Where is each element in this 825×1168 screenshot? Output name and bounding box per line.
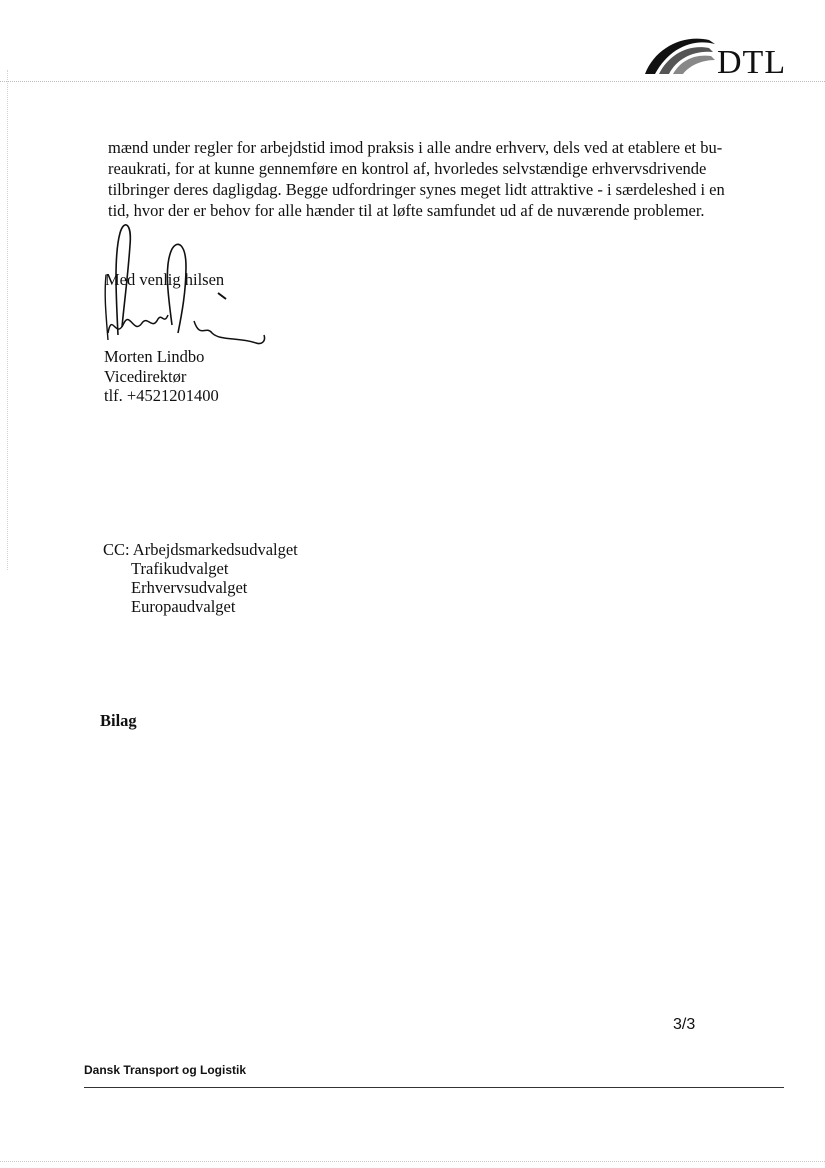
handwritten-signature bbox=[98, 215, 273, 355]
page-number: 3/3 bbox=[673, 1016, 696, 1033]
header-rule bbox=[0, 81, 825, 82]
body-line: tid, hvor der er behov for alle hænder til at løfte samfundet ud af de nuværende problemer. bbox=[108, 201, 705, 220]
scan-edge-bottom bbox=[0, 1161, 825, 1162]
cc-label: CC: Arbejdsmarkedsudvalget bbox=[103, 540, 298, 559]
dtl-logo bbox=[643, 30, 803, 82]
closing-salutation: Med venlig hilsen bbox=[105, 270, 225, 289]
body-paragraph bbox=[108, 137, 748, 221]
cc-recipient: Europaudvalget bbox=[131, 597, 236, 616]
cc-recipient: Trafikudvalget bbox=[131, 559, 229, 578]
body-line: reaukrati, for at kunne gennemføre en kontrol af, hvorledes selvstændige erhvervsdrivende bbox=[108, 159, 707, 178]
dtl-logo-mark-icon bbox=[643, 30, 723, 82]
signer-phone: tlf. +4521201400 bbox=[104, 386, 219, 405]
cc-block bbox=[103, 540, 298, 616]
signer-block bbox=[104, 347, 219, 406]
signer-name: Morten Lindbo bbox=[104, 347, 205, 366]
dtl-logo-text: DTL bbox=[717, 44, 787, 81]
scan-edge-left bbox=[7, 70, 8, 570]
body-line: tilbringer deres dagligdag. Begge udfordringer synes meget lidt attraktive - i særdeleshed i en bbox=[108, 180, 725, 199]
footer-company-name: Dansk Transport og Logistik bbox=[84, 1063, 247, 1077]
body-line: mænd under regler for arbejdstid imod praksis i alle andre erhverv, dels ved at etablere et bu- bbox=[108, 138, 723, 157]
attachments-heading: Bilag bbox=[100, 711, 137, 730]
signer-title: Vicedirektør bbox=[104, 366, 187, 386]
footer-rule bbox=[84, 1087, 784, 1088]
cc-recipient: Erhvervsudvalget bbox=[131, 578, 248, 597]
